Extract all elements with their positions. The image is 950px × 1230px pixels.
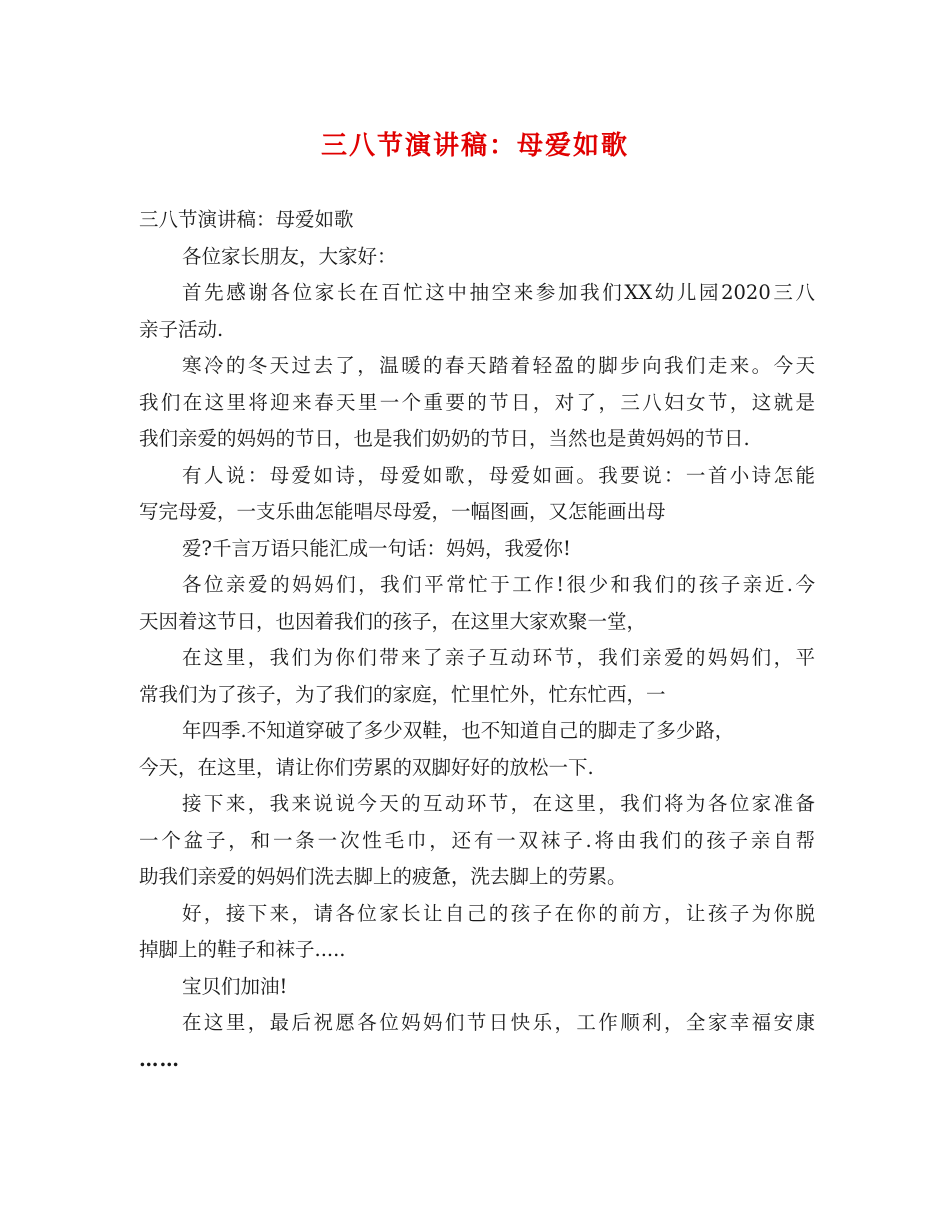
paragraph-line: 亲子活动. [139, 317, 224, 341]
paragraph-line: 爱?千言万语只能汇成一句话：妈妈，我爱你! [182, 536, 571, 560]
paragraph-line: 常我们为了孩子，为了我们的家庭，忙里忙外，忙东忙西，一 [139, 682, 666, 706]
document-body [139, 202, 815, 1078]
paragraph-line: 我们亲爱的妈妈的节日，也是我们奶奶的节日，当然也是黄妈妈的节日. [139, 427, 750, 450]
ellipsis-line: …… [139, 1047, 180, 1071]
paragraph-line: 年四季.不知道穿破了多少双鞋，也不知道自己的脚走了多少路， [182, 719, 735, 742]
paragraph-line: 今天，在这里，请让你们劳累的双脚好好的放松一下. [139, 755, 594, 779]
document-title: 三八节演讲稿：母爱如歌 [320, 131, 629, 161]
paragraph-line: 在这里，我们为你们带来了亲子互动环节，我们亲爱的妈妈们，平 [182, 646, 815, 669]
paragraph-line: 寒冷的冬天过去了，温暖的春天踏着轻盈的脚步向我们走来。今天 [182, 354, 815, 377]
paragraph-line: 有人说：母爱如诗，母爱如歌，母爱如画。我要说：一首小诗怎能 [182, 463, 815, 487]
paragraph-line: 天因着这节日，也因着我们的孩子，在这里大家欢聚一堂， [139, 609, 647, 633]
paragraph-line: 首先感谢各位家长在百忙这中抽空来参加我们XX幼儿园2020三八 [182, 281, 815, 304]
body-heading-line: 三八节演讲稿：母爱如歌 [139, 208, 354, 231]
paragraph-line: 助我们亲爱的妈妈们洗去脚上的疲惫，洗去脚上的劳累。 [139, 865, 627, 888]
paragraph-line: 写完母爱，一支乐曲怎能唱尽母爱，一幅图画，又怎能画出母 [139, 500, 666, 523]
paragraph-line: 宝贝们加油! [182, 974, 288, 998]
greeting-line: 各位家长朋友，大家好： [182, 244, 397, 268]
paragraph-line: 在这里，最后祝愿各位妈妈们节日快乐，工作顺利，全家幸福安康 [182, 1011, 815, 1034]
paragraph-line: 掉脚上的鞋子和袜子..... [139, 938, 346, 961]
paragraph-line: 好，接下来，请各位家长让自己的孩子在你的前方，让孩子为你脱 [182, 901, 815, 925]
paragraph-line: 各位亲爱的妈妈们，我们平常忙于工作!很少和我们的孩子亲近.今 [182, 573, 815, 596]
paragraph-line: 我们在这里将迎来春天里一个重要的节日，对了，三八妇女节，这就是 [139, 390, 815, 414]
paragraph-line: 一个盆子，和一条一次性毛巾，还有一双袜子.将由我们的孩子亲自帮 [139, 828, 815, 852]
paragraph-line: 接下来，我来说说今天的互动环节，在这里，我们将为各位家准备 [182, 792, 815, 815]
